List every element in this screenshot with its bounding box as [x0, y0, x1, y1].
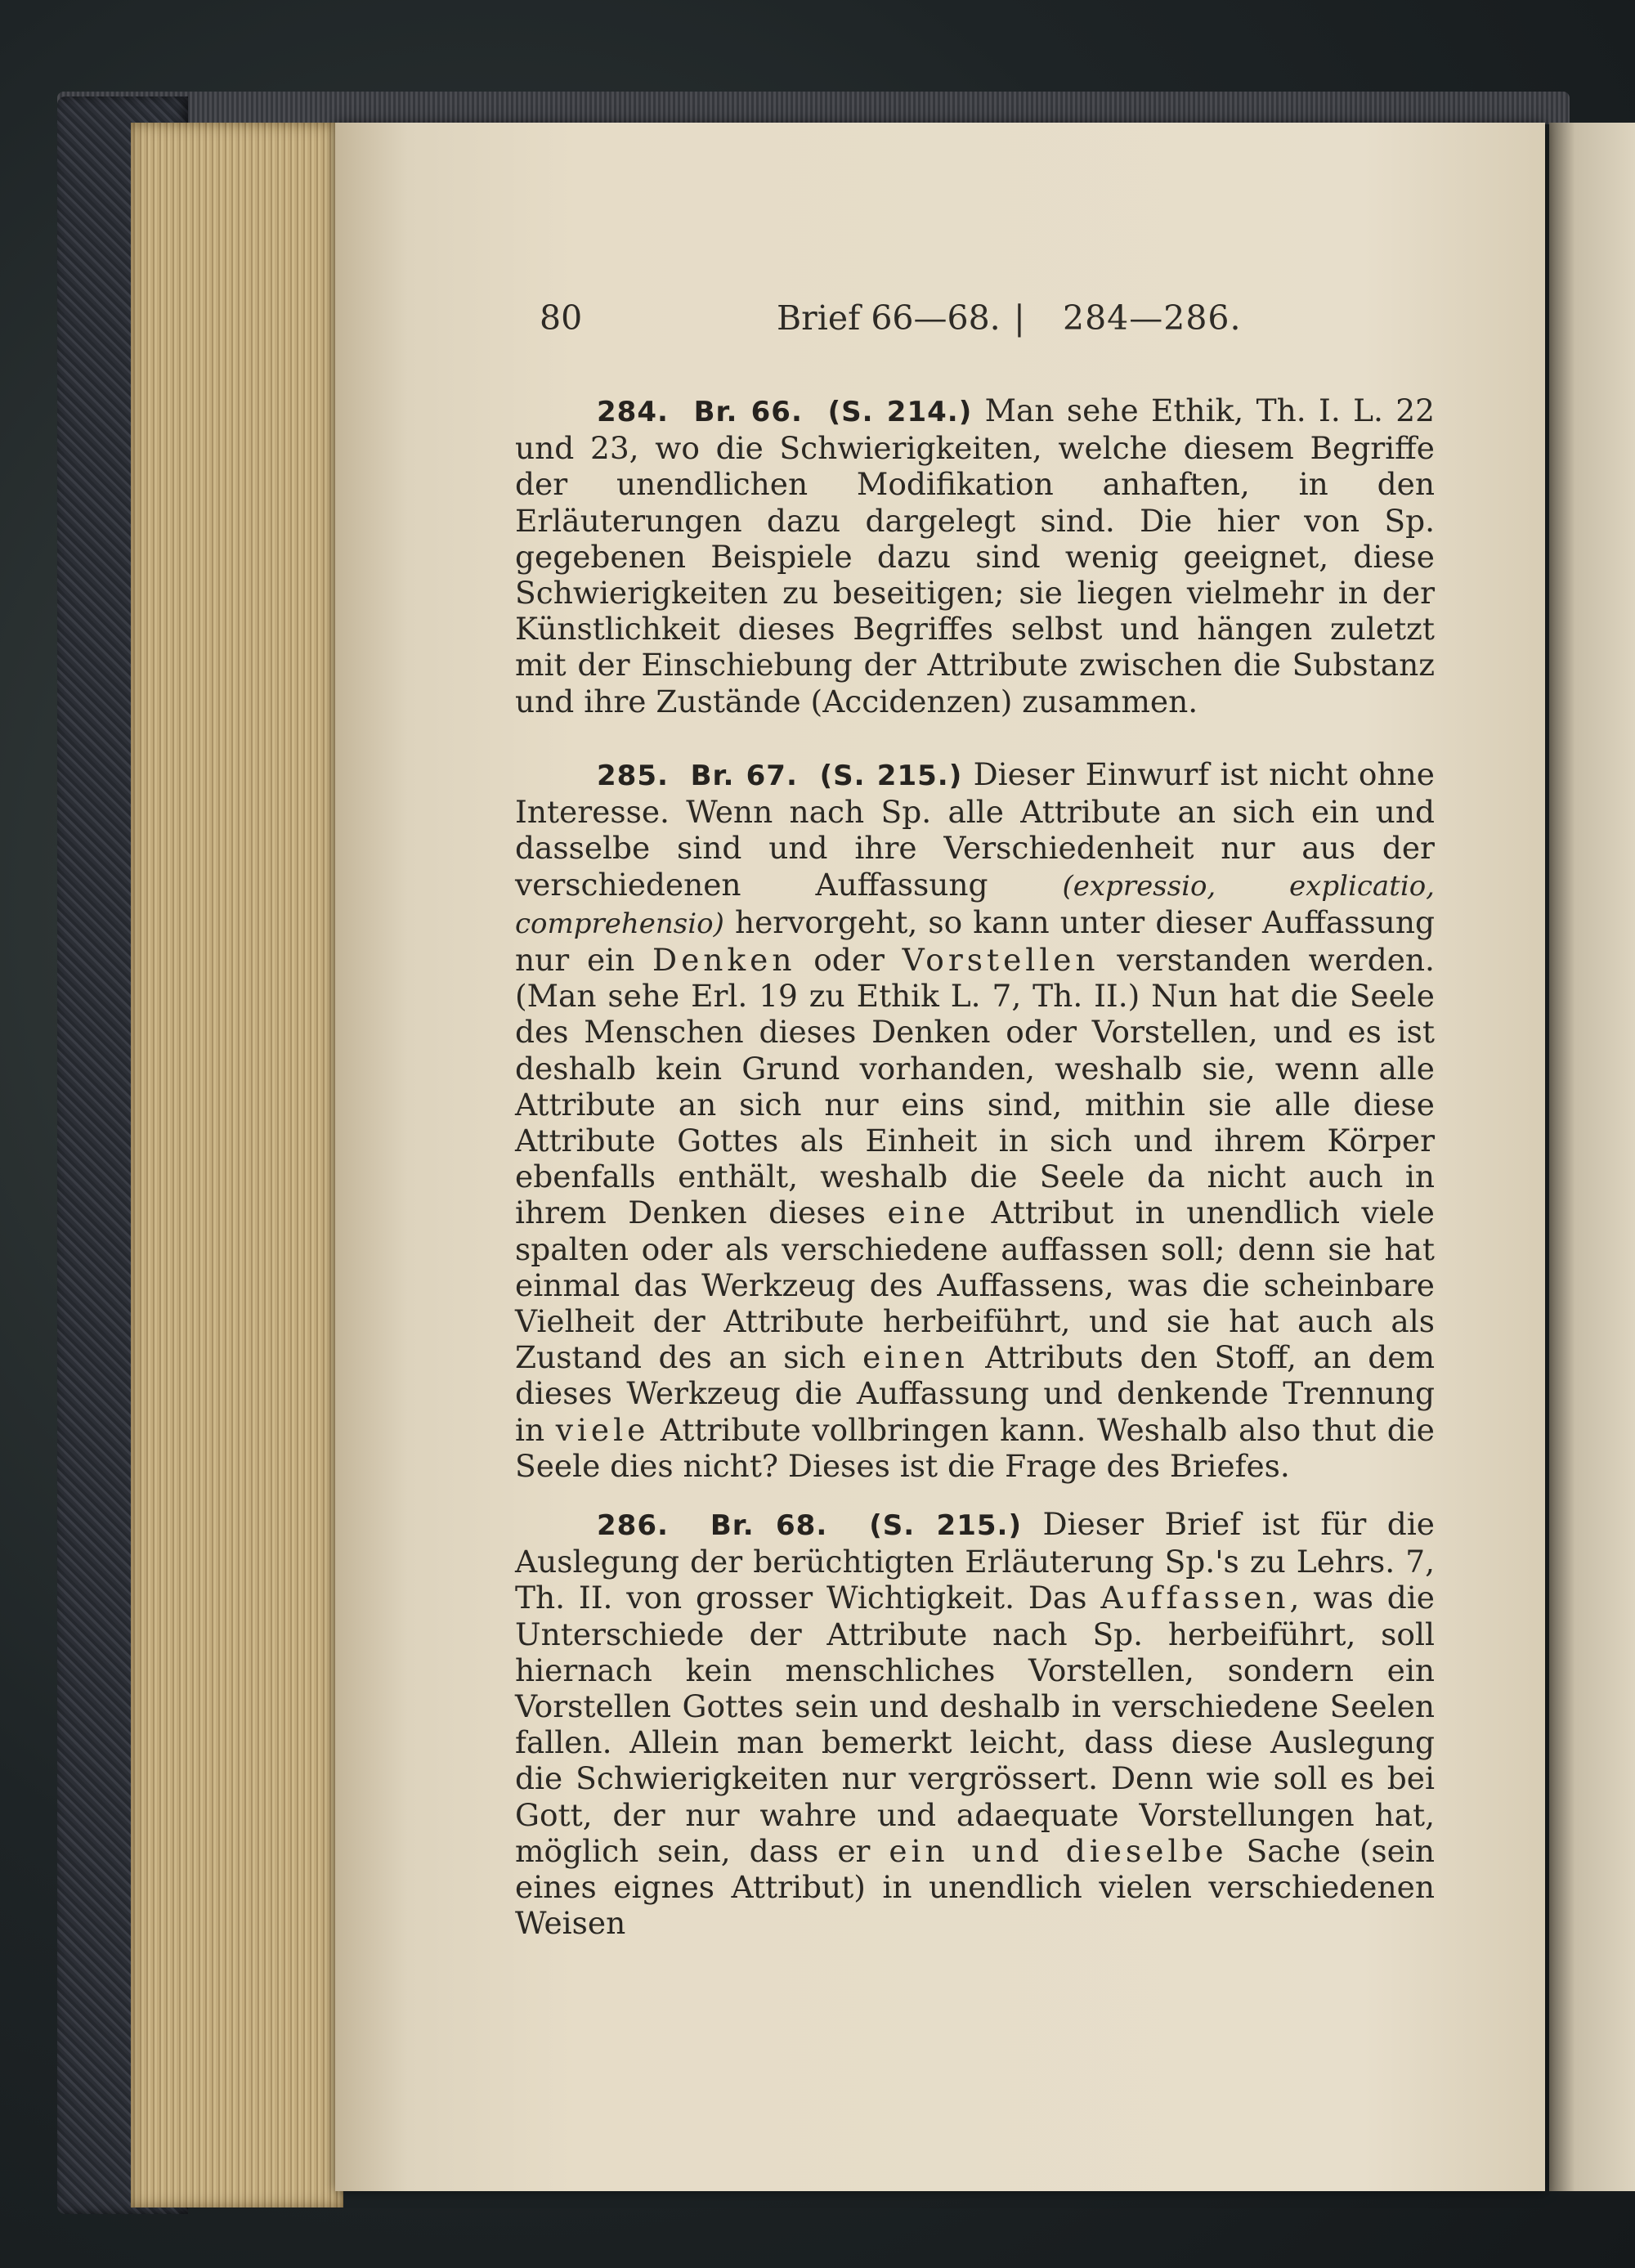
note-text: Attribut in unendlich viele spalten oder als verschiedene auffassen soll; denn sie hat einmal das Werkzeug des Auffassens, was die scheinbare Vielheit der Attribute herbeiführt, und sie hat auch als Zustand des an sich — [515, 1195, 1435, 1376]
spaced-term: Auffassen — [1100, 1580, 1290, 1616]
facing-page-edge — [1549, 123, 1635, 2191]
note-number: 284. — [597, 396, 669, 428]
note-text: Dieser Einwurf ist nicht ohne Interesse. Wenn nach Sp. alle Attribute an sich ein und dasselbe sind und ihre Verschiedenheit nur aus der verschiedenen Auffassung — [515, 756, 1435, 903]
paragraph-286 — [515, 1506, 1435, 1941]
letter-ref: Br. 66. — [693, 396, 803, 428]
paragraph-284 — [515, 392, 1435, 719]
page-ref: (S. 215.) — [819, 760, 963, 792]
italic-latin-terms: (expressio, explicatio, comprehensio) — [515, 869, 1435, 940]
note-text: , was die Unterschiede der Attribute nach Sp. herbeiführt, soll hiernach kein menschliches Vorstellen, sondern ein Vorstellen Gottes sein und deshalb in verschiedene Seelen fallen. Allein man bemerkt leicht, dass diese Auslegung die Schwierigkeiten nur vergrössert. Denn wie soll es bei Gott, der nur wahre und adaequate Vorstellungen hat, möglich sein, dass er — [515, 1580, 1435, 1869]
spaced-term: viele — [555, 1411, 650, 1448]
page-edges — [131, 123, 343, 2207]
spaced-term: eine — [887, 1195, 970, 1231]
letter-ref: Br. 67. — [690, 760, 798, 792]
spaced-term: ein und dieselbe — [889, 1832, 1228, 1869]
book-cover-top-edge — [57, 92, 1570, 124]
header-separator: | — [1014, 298, 1025, 338]
spaced-term: Vorstellen — [902, 942, 1100, 979]
letter-ref: Br. 68. — [710, 1509, 828, 1542]
note-text: Sache (sein eines eignes Attribut) in unendlich vielen verschiedenen Weisen — [515, 1832, 1436, 1942]
note-text: Attribute vollbringen kann. Weshalb also thut die Seele dies nicht? Dieses ist die Frage des Briefes. — [515, 1411, 1435, 1484]
spaced-term: einen — [862, 1339, 969, 1376]
running-header — [540, 298, 1488, 347]
paragraph-285 — [515, 756, 1435, 1484]
header-letters: Brief 66—68. — [777, 298, 1001, 338]
note-text: Man sehe Ethik, Th. I. L. 22 und 23, wo die Schwierigkeiten, welche diesem Begriffe der unendlichen Modifikation anhaften, in den Erläuterungen dazu dargelegt sind. Die hier von Sp. gegebenen Beispiele dazu sind wenig geeignet, diese Schwierigkeiten zu beseitigen; sie liegen vielmehr in der Künstlichkeit dieses Begriffes selbst und hängen zuletzt mit der Einschiebung der Attribute zwischen die Substanz und ihre Zustände (Accidenzen) zusammen. — [515, 392, 1435, 719]
note-text: Dieser Brief ist für die Auslegung der berüchtigten Erläuterung Sp.'s zu Lehrs. 7, Th. II. von grosser Wichtigkeit. Das — [515, 1506, 1436, 1616]
page-ref: (S. 215.) — [869, 1509, 1022, 1542]
note-text: Attributs den Stoff, an dem dieses Werkzeug die Auffassung und denkende Trennung in — [515, 1339, 1436, 1448]
spaced-term: Denken — [652, 942, 796, 979]
header-range: 284—286. — [1063, 298, 1242, 338]
note-number: 286. — [597, 1509, 669, 1542]
note-number: 285. — [597, 760, 669, 792]
page-number: 80 — [540, 298, 583, 338]
note-text: verstanden werden. (Man sehe Erl. 19 zu Ethik L. 7, Th. II.) Nun hat die Seele des Menschen dieses Denken oder Vorstellen, und es ist deshalb kein Grund vorhanden, weshalb sie, wenn alle Attribute an sich nur eins sind, mithin sie alle diese Attribute Gottes als Einheit in sich und ihrem Körper ebenfalls enthält, weshalb die Seele da nicht auch in ihrem Denken dieses — [515, 942, 1435, 1231]
note-text: hervorgeht, so kann unter dieser Auffassung nur ein — [515, 903, 1435, 979]
note-text: oder — [795, 942, 903, 979]
page-ref: (S. 214.) — [827, 396, 973, 428]
